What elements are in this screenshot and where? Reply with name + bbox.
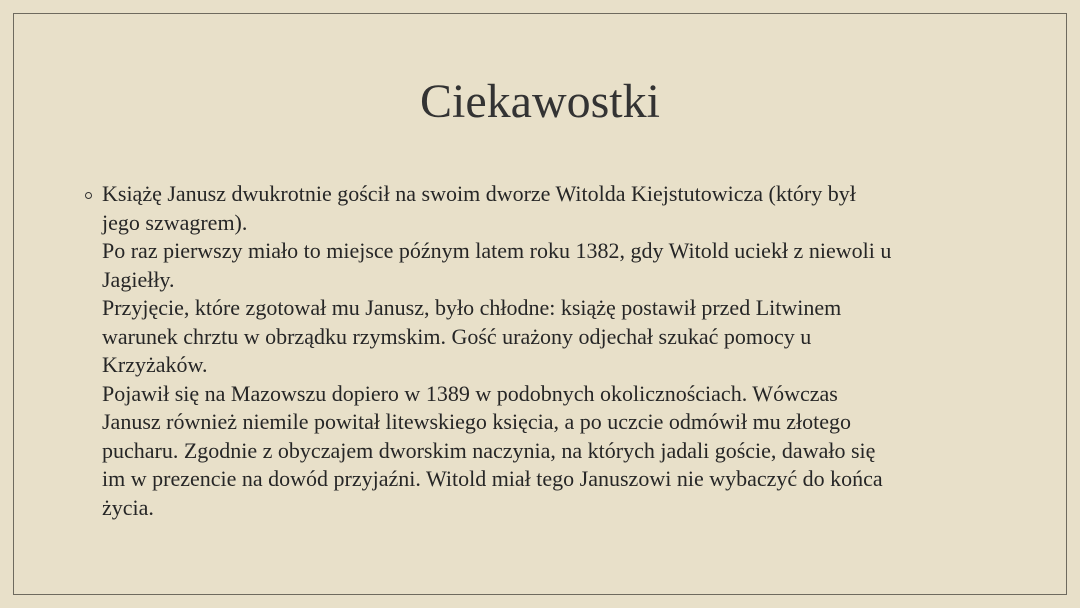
slide-title: Ciekawostki: [420, 75, 660, 128]
paragraph-4: Pojawił się na Mazowszu dopiero w 1389 w podobnych okolicznościach. Wówczas Janusz również niemile powitał litewskiego księcia, a po uczcie odmówił mu złotego pucharu. Zgodnie z obyczajem dworskim naczynia, na których jadali goście, dawało się im w prezencie na dowód przyjaźni. Witold miał tego Januszowi nie wybaczyć do końca życia.: [102, 380, 883, 520]
paragraph-2: Po raz pierwszy miało to miejsce późnym latem roku 1382, gdy Witold uciekł z niewoli u Jagiełły.: [102, 238, 892, 292]
bullet-list-item: [84, 180, 1004, 522]
hollow-circle-bullet-icon: [85, 192, 92, 199]
slide-body: [84, 180, 1004, 522]
paragraph-3: Przyjęcie, które zgotował mu Janusz, było chłodne: książę postawił przed Litwinem warunek chrztu w obrządku rzymskim. Gość urażony odjechał szukać pomocy u Krzyżaków.: [102, 295, 842, 377]
paragraph-1: Książę Janusz dwukrotnie gościł na swoim dworze Witolda Kiejstutowicza (który był jego szwagrem).: [102, 181, 856, 235]
